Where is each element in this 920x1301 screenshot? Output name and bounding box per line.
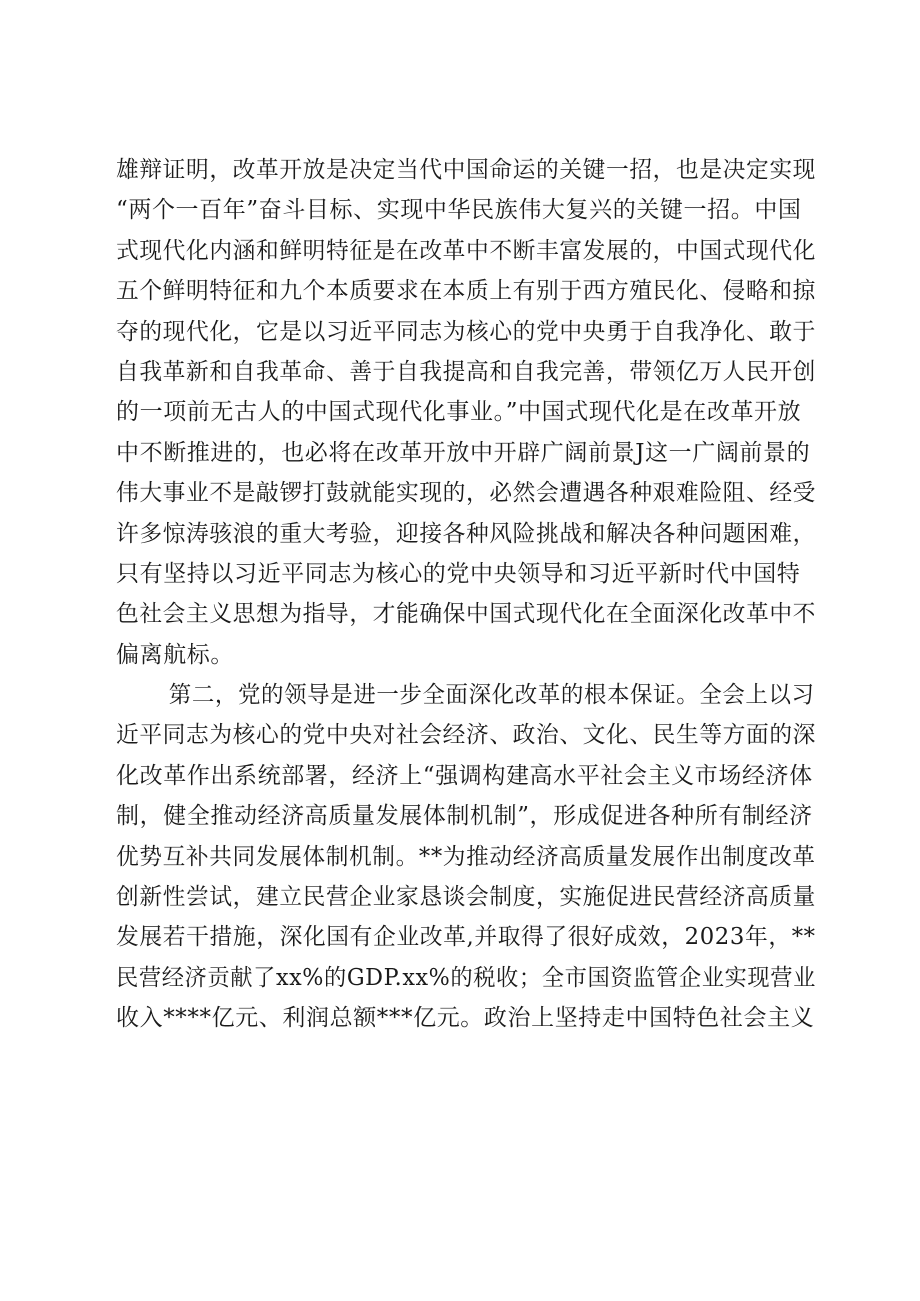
text-line: 的一项前无古人的中国式现代化事业。”中国式现代化是在改革开放 (116, 399, 802, 426)
text-line: 收入****亿元、利润总额***亿元。政治上坚持走中国特色社会主义 (116, 1005, 815, 1032)
text-line: 创新性尝试，建立民营企业家恳谈会制度，实施促进民营经济高质量 (116, 884, 816, 911)
text-line: 化改革作出系统部署，经济上“强调构建高水平社会主义市场经济体 (116, 762, 813, 789)
text-line: 制，健全推动经济高质量发展体制机制”，形成促进各种所有制经济 (116, 803, 813, 830)
text-line: 优势互补共同发展体制机制。**为推动经济高质量发展作出制度改革 (116, 843, 816, 870)
text-line: 色社会主义思想为指导，才能确保中国式现代化在全面深化改革中不 (116, 601, 816, 628)
text-line: 近平同志为核心的党中央对社会经济、政治、文化、民生等方面的深 (116, 722, 816, 749)
paragraph-first-line: 第二，党的领导是进一步全面深化改革的根本保证。全会上以习 (168, 682, 815, 709)
text-line: “两个一百年”奋斗目标、实现中华民族伟大复兴的关键一招。中国 (116, 197, 802, 224)
text-line: 伟大事业不是敲锣打鼓就能实现的，必然会遭遇各种艰难险阻、经受 (116, 480, 816, 507)
text-line: 夺的现代化，它是以习近平同志为核心的党中央勇于自我净化、敢于 (116, 318, 816, 345)
text-line: 民营经济贡献了xx%的GDP.xx%的税收；全市国资监管企业实现营业 (116, 964, 816, 991)
text-line: 偏离航标。 (116, 641, 234, 668)
text-line: 五个鲜明特征和九个本质要求在本质上有别于西方殖民化、侵略和掠 (116, 278, 816, 305)
text-line: 许多惊涛骇浪的重大考验，迎接各种风险挑战和解决各种问题困难， (116, 520, 816, 547)
text-line: 只有坚持以习近平同志为核心的党中央领导和习近平新时代中国特 (116, 560, 801, 587)
body-text (116, 150, 816, 1039)
text-line: 发展若干措施，深化国有企业改革,并取得了很好成效，2023年，** (116, 924, 816, 951)
text-line: 中不断推进的，也必将在改革开放中开辟广阔前景J这一广阔前景的 (116, 439, 811, 466)
text-line: 自我革新和自我革命、善于自我提高和自我完善，带领亿万人民开创 (116, 358, 816, 385)
text-line: 雄辩证明，改革开放是决定当代中国命运的关键一招，也是决定实现 (116, 157, 816, 183)
text-line: 式现代化内涵和鲜明特征是在改革中不断丰富发展的，中国式现代化 (116, 237, 816, 264)
